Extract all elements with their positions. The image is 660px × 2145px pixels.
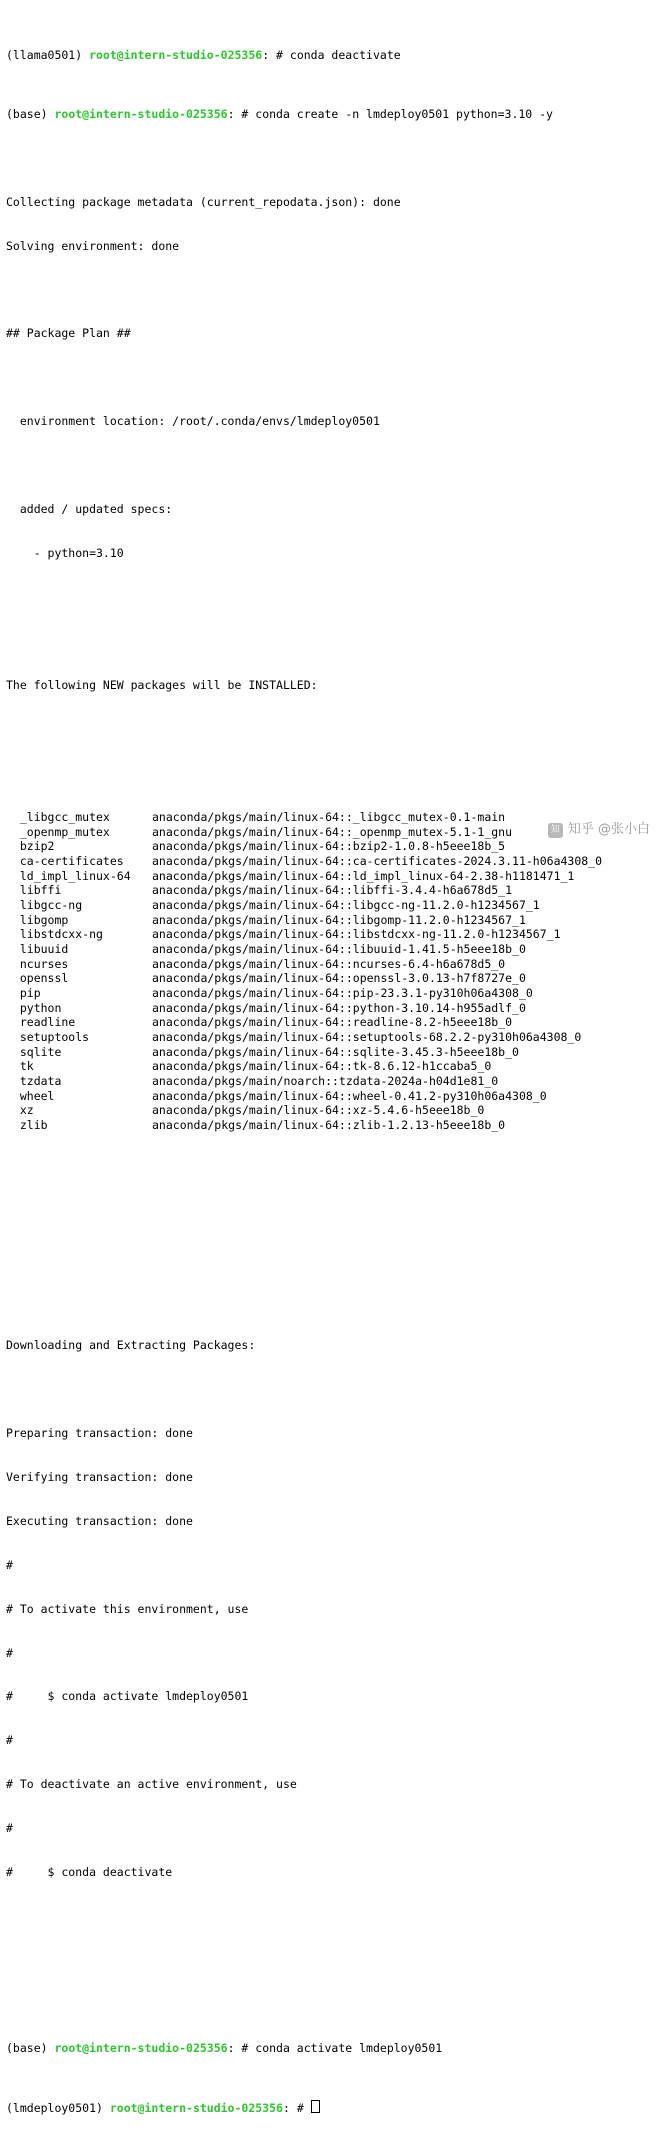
package-row: [6, 927, 654, 942]
output-line: The following NEW packages will be INSTALLED:: [6, 678, 318, 693]
package-name: tk: [6, 1059, 34, 1074]
package-spec: anaconda/pkgs/main/linux-64::ld_impl_linux-64-2.38-h1181471_1: [152, 868, 575, 883]
package-row: [6, 898, 654, 913]
terminal-prompt-line: [6, 107, 654, 122]
package-row: [6, 1089, 654, 1104]
package-spec: anaconda/pkgs/main/linux-64::xz-5.4.6-h5eee18b_0: [152, 1103, 485, 1118]
output-line: Downloading and Extracting Packages:: [6, 1337, 256, 1352]
package-name: libgcc-ng: [6, 898, 83, 913]
package-spec: anaconda/pkgs/main/linux-64::pip-23.3.1-py310h06a4308_0: [152, 985, 533, 1000]
package-spec: anaconda/pkgs/main/linux-64::ca-certificates-2024.3.11-h06a4308_0: [152, 854, 603, 869]
prompt-env: (base): [6, 2041, 55, 2056]
prompt-env: (base): [6, 106, 55, 121]
output-line: # To activate this environment, use: [6, 1601, 249, 1616]
package-spec: anaconda/pkgs/main/linux-64::tk-8.6.12-h1ccaba5_0: [152, 1059, 492, 1074]
package-spec: anaconda/pkgs/main/linux-64::libgomp-11.2.0-h1234567_1: [152, 912, 526, 927]
output-line: #: [6, 1733, 13, 1748]
prompt-env: (llama0501): [6, 47, 90, 62]
package-row: [6, 971, 654, 986]
package-row: [6, 854, 654, 869]
package-spec: anaconda/pkgs/main/linux-64::wheel-0.41.2-py310h06a4308_0: [152, 1088, 547, 1103]
prompt-user-host: root@intern-studio-025356: [89, 47, 263, 62]
package-row: [6, 913, 654, 928]
package-row: [6, 839, 654, 854]
package-row: [6, 1045, 654, 1060]
package-row: [6, 1118, 654, 1133]
package-row: [6, 869, 654, 884]
package-name: wheel: [6, 1088, 55, 1103]
package-spec: anaconda/pkgs/main/linux-64::ncurses-6.4-h6a678d5_0: [152, 956, 506, 971]
output-line: [6, 1953, 654, 1968]
package-spec: anaconda/pkgs/main/linux-64::openssl-3.0.13-h7f8727e_0: [152, 971, 526, 986]
package-row: [6, 942, 654, 957]
output-line: [6, 1382, 654, 1397]
package-row: [6, 1015, 654, 1030]
package-row: [6, 1001, 654, 1016]
zhihu-logo-icon: 知: [548, 823, 563, 838]
package-name: xz: [6, 1103, 34, 1118]
package-spec: anaconda/pkgs/main/linux-64::_libgcc_mutex-0.1-main: [152, 810, 506, 825]
package-name: setuptools: [6, 1029, 90, 1044]
output-line: [6, 1206, 654, 1221]
output-line: #: [6, 1645, 13, 1660]
output-line: [6, 370, 654, 385]
output-line: environment location: /root/.conda/envs/lmdeploy0501: [6, 414, 380, 429]
prompt-user-host: root@intern-studio-025356: [109, 2100, 283, 2115]
output-line: [6, 634, 654, 649]
output-line: [6, 282, 654, 297]
output-line: # To deactivate an active environment, use: [6, 1777, 297, 1792]
package-spec: anaconda/pkgs/main/linux-64::python-3.10.14-h955adlf_0: [152, 1000, 526, 1015]
package-spec: anaconda/pkgs/main/linux-64::libuuid-1.41.5-h5eee18b_0: [152, 942, 526, 956]
output-tail-block: [6, 1177, 654, 1998]
package-row: [6, 883, 654, 898]
prompt-command: # conda create -n lmdeploy0501 python=3.10 -y: [241, 106, 553, 121]
output-line: ## Package Plan ##: [6, 326, 131, 341]
package-name: readline: [6, 1015, 76, 1030]
text-cursor: [311, 2100, 320, 2113]
package-name: ld_impl_linux-64: [6, 868, 131, 883]
package-name: libstdcxx-ng: [6, 927, 103, 942]
package-name: libffi: [6, 883, 62, 898]
terminal-prompt-line: [6, 48, 654, 63]
output-line: [6, 458, 654, 473]
output-line: added / updated specs:: [6, 502, 173, 517]
package-spec: anaconda/pkgs/main/linux-64::_openmp_mutex-5.1-1_gnu: [152, 824, 513, 839]
package-spec: anaconda/pkgs/main/linux-64::readline-8.2-h5eee18b_0: [152, 1015, 513, 1030]
package-name: _openmp_mutex: [6, 824, 110, 839]
watermark: [548, 823, 650, 838]
prompt-user-host: root@intern-studio-025356: [54, 2041, 228, 2056]
package-spec: anaconda/pkgs/main/linux-64::libffi-3.4.4-h6a678d5_1: [152, 883, 513, 898]
prompt-separator: :: [227, 2041, 242, 2056]
package-spec: anaconda/pkgs/main/linux-64::libgcc-ng-11.2.0-h1234567_1: [152, 898, 540, 913]
package-name: zlib: [6, 1117, 48, 1132]
output-line: [6, 1294, 654, 1309]
package-row: [6, 1074, 654, 1089]
output-line: - python=3.10: [6, 546, 124, 561]
output-line: [6, 1250, 654, 1265]
output-line: Executing transaction: done: [6, 1513, 193, 1528]
package-name: python: [6, 1000, 62, 1015]
package-name: pip: [6, 985, 41, 1000]
package-row: [6, 957, 654, 972]
package-name: ca-certificates: [6, 854, 124, 869]
output-line: Verifying transaction: done: [6, 1469, 193, 1484]
package-row: [6, 1059, 654, 1074]
package-name: tzdata: [6, 1073, 62, 1088]
package-name: _libgcc_mutex: [6, 810, 110, 825]
package-name: libuuid: [6, 942, 69, 956]
package-name: ncurses: [6, 956, 69, 971]
package-row: [6, 1030, 654, 1045]
package-row: [6, 1103, 654, 1118]
package-list: [6, 810, 654, 1132]
watermark-text: 知乎 @张小白: [567, 822, 650, 838]
prompt-separator: :: [262, 47, 277, 62]
prompt-env: (lmdeploy0501): [6, 2100, 110, 2115]
package-name: sqlite: [6, 1044, 62, 1059]
prompt-separator: :: [282, 2100, 297, 2115]
output-line: Collecting package metadata (current_repodata.json): done: [6, 194, 401, 209]
output-line: Solving environment: done: [6, 238, 180, 253]
package-name: openssl: [6, 971, 69, 986]
output-line: # $ conda deactivate: [6, 1865, 173, 1880]
package-spec: anaconda/pkgs/main/linux-64::bzip2-1.0.8-h5eee18b_5: [152, 839, 506, 854]
package-spec: anaconda/pkgs/main/linux-64::libstdcxx-ng-11.2.0-h1234567_1: [152, 927, 561, 942]
package-spec: anaconda/pkgs/main/noarch::tzdata-2024a-h04d1e81_0: [152, 1073, 499, 1088]
package-spec: anaconda/pkgs/main/linux-64::zlib-1.2.13-h5eee18b_0: [152, 1117, 506, 1132]
package-row: [6, 986, 654, 1001]
prompt-command: # conda activate lmdeploy0501: [241, 2041, 443, 2056]
prompt-user-host: root@intern-studio-025356: [54, 106, 228, 121]
output-line: #: [6, 1821, 13, 1836]
prompt-separator: :: [227, 106, 242, 121]
prompt-command: # conda deactivate: [276, 47, 401, 62]
output-line: [6, 1909, 654, 1924]
output-line: [6, 722, 654, 737]
output-line: [6, 590, 654, 605]
package-spec: anaconda/pkgs/main/linux-64::setuptools-68.2.2-py310h06a4308_0: [152, 1029, 582, 1044]
output-line: Preparing transaction: done: [6, 1425, 193, 1440]
output-head-block: [6, 165, 654, 766]
prompt-command: #: [296, 2100, 311, 2115]
package-spec: anaconda/pkgs/main/linux-64::sqlite-3.45.3-h5eee18b_0: [152, 1044, 519, 1059]
package-name: bzip2: [6, 839, 55, 854]
output-line: #: [6, 1557, 13, 1572]
terminal-active-prompt-line[interactable]: [6, 2100, 654, 2116]
output-line: # $ conda activate lmdeploy0501: [6, 1689, 249, 1704]
package-name: libgomp: [6, 912, 69, 927]
terminal-prompt-line: [6, 2041, 654, 2056]
